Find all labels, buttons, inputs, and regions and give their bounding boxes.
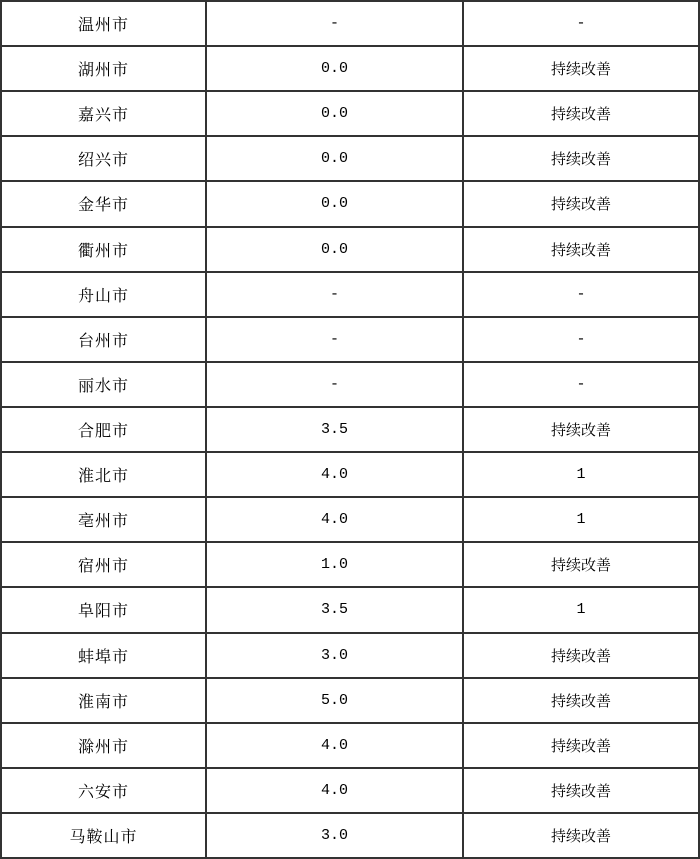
city-cell: 衢州市 xyxy=(2,228,207,271)
table-row xyxy=(2,769,698,814)
status-cell: 1 xyxy=(576,601,586,619)
status-cell: 持续改善 xyxy=(550,423,611,441)
status-cell: 持续改善 xyxy=(550,829,611,847)
status-cell: 1 xyxy=(576,466,586,484)
table-row xyxy=(2,543,698,588)
status-cell: 持续改善 xyxy=(550,152,611,170)
table-row xyxy=(2,408,698,453)
table-row xyxy=(2,453,698,498)
value-cell: - xyxy=(207,2,464,45)
value-cell: 3.0 xyxy=(207,634,464,677)
table-row xyxy=(2,137,698,182)
table-row xyxy=(2,679,698,724)
status-cell: 持续改善 xyxy=(550,648,611,666)
city-cell: 淮南市 xyxy=(2,679,207,722)
table-row xyxy=(2,814,698,857)
city-cell: 绍兴市 xyxy=(2,137,207,180)
city-cell: 温州市 xyxy=(2,2,207,45)
status-cell: 持续改善 xyxy=(550,107,611,125)
table-row xyxy=(2,47,698,92)
value-cell: 1.0 xyxy=(207,543,464,586)
value-cell: 3.5 xyxy=(207,408,464,451)
value-cell: 4.0 xyxy=(207,769,464,812)
table-row xyxy=(2,273,698,318)
value-cell: 0.0 xyxy=(207,228,464,271)
city-cell: 马鞍山市 xyxy=(2,814,207,857)
value-cell: 0.0 xyxy=(207,182,464,225)
status-cell: 持续改善 xyxy=(550,783,611,801)
status-cell: - xyxy=(576,15,586,33)
city-cell: 嘉兴市 xyxy=(2,92,207,135)
status-cell: 持续改善 xyxy=(550,242,611,260)
table-row xyxy=(2,588,698,633)
city-cell: 六安市 xyxy=(2,769,207,812)
value-cell: 0.0 xyxy=(207,92,464,135)
value-cell: 3.5 xyxy=(207,588,464,631)
status-cell: 持续改善 xyxy=(550,558,611,576)
status-cell: 持续改善 xyxy=(550,693,611,711)
status-cell: - xyxy=(576,285,586,303)
table-row xyxy=(2,318,698,363)
city-cell: 淮北市 xyxy=(2,453,207,496)
city-cell: 亳州市 xyxy=(2,498,207,541)
value-cell: 0.0 xyxy=(207,137,464,180)
city-cell: 舟山市 xyxy=(2,273,207,316)
table-row xyxy=(2,92,698,137)
table-row xyxy=(2,228,698,273)
city-cell: 阜阳市 xyxy=(2,588,207,631)
city-cell: 金华市 xyxy=(2,182,207,225)
city-cell: 丽水市 xyxy=(2,363,207,406)
value-cell: 3.0 xyxy=(207,814,464,857)
table-row xyxy=(2,634,698,679)
table-row xyxy=(2,363,698,408)
status-cell: 持续改善 xyxy=(550,197,611,215)
value-cell: 0.0 xyxy=(207,47,464,90)
status-cell: 1 xyxy=(576,511,586,529)
value-cell: - xyxy=(207,363,464,406)
table-row xyxy=(2,2,698,47)
status-cell: 持续改善 xyxy=(550,738,611,756)
table-row xyxy=(2,498,698,543)
value-cell: 4.0 xyxy=(207,724,464,767)
value-cell: 5.0 xyxy=(207,679,464,722)
city-cell: 湖州市 xyxy=(2,47,207,90)
status-cell: - xyxy=(576,330,586,348)
value-cell: - xyxy=(207,318,464,361)
value-cell: - xyxy=(207,273,464,316)
value-cell: 4.0 xyxy=(207,453,464,496)
table-row xyxy=(2,724,698,769)
city-cell: 蚌埠市 xyxy=(2,634,207,677)
value-cell: 4.0 xyxy=(207,498,464,541)
city-cell: 台州市 xyxy=(2,318,207,361)
status-cell: 持续改善 xyxy=(550,62,611,80)
city-cell: 宿州市 xyxy=(2,543,207,586)
city-cell: 滁州市 xyxy=(2,724,207,767)
city-cell: 合肥市 xyxy=(2,408,207,451)
table-row xyxy=(2,182,698,227)
status-cell: - xyxy=(576,375,586,393)
